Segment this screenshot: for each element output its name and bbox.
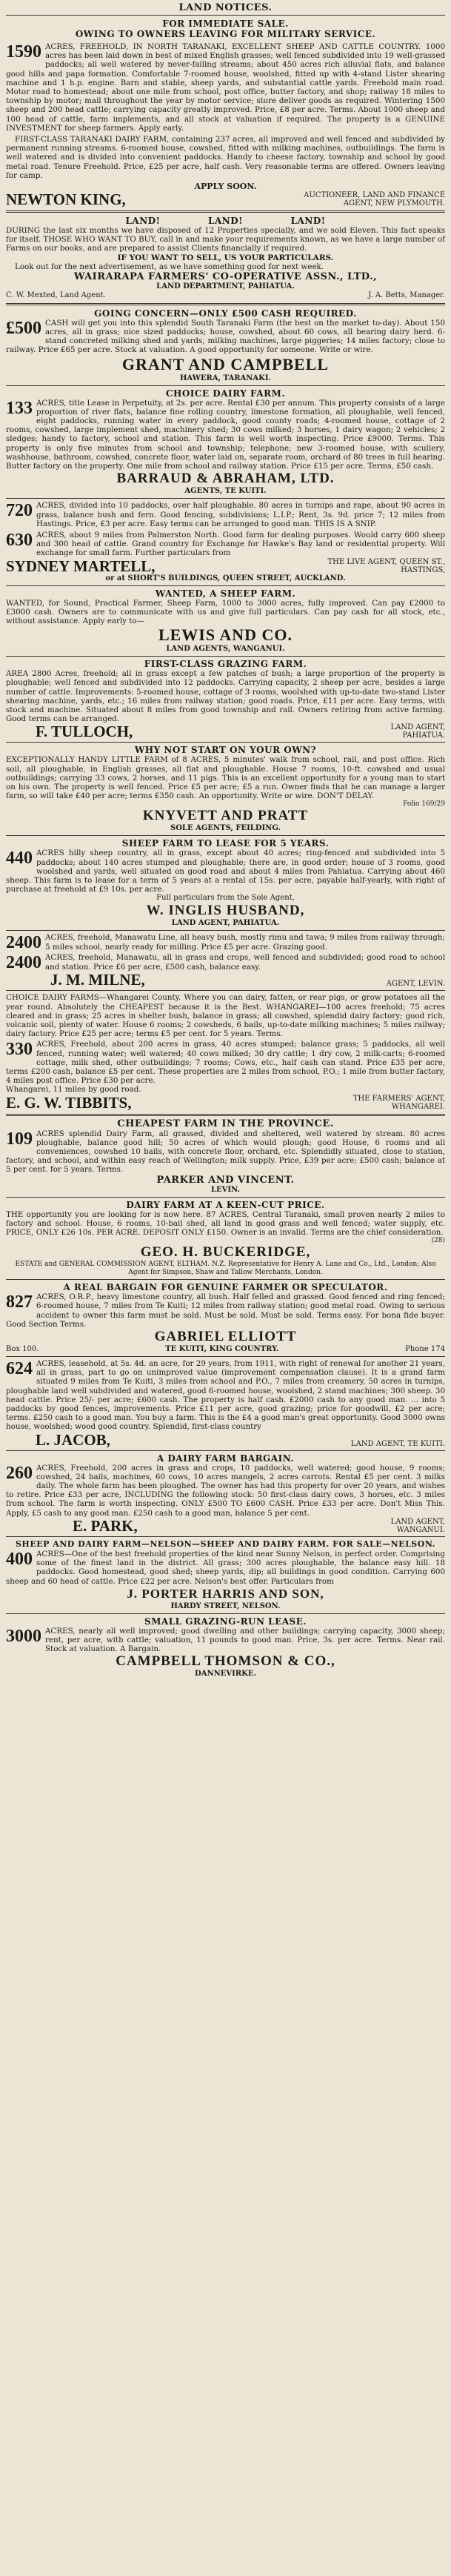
divider: [6, 498, 445, 499]
ad-heading: WANTED, A SHEEP FARM.: [155, 588, 296, 599]
ad-lead-number: 260: [6, 1463, 33, 1483]
ad-body: ACRES, FREEHOLD, IN NORTH TARANAKI, EXCELLENT SHEEP AND CATTLE COUNTRY. 1000 acres has been laid down in best of mixed English grasses; well fenced subdivided into 19 well-grassed paddocks; all well watered by never-failing streams; about 450 acres rich alluvial flats, and balance good hills and papa formation. Comfortable 7-roomed house, woolshed, fitted up with 4-stand Lister shearing machine and 1 h.p. engine. Barn and stable, sheep yards, and substantial cattle yards. Freehold main road. Motor road to homestead; about one mile from school, post office, butter factory, and shop; railway 18 miles to township by motor; mail throughout the year by motor service; store deliver goods as required. Wintering 1500 sheep and 200 head cattle; carrying capacity greatly improved. Price, £8 per acre. Terms. About 1000 sheep and 100 head of cattle, farm implements, and all stock at valuation if required. The property is a GENUINE INVESTMENT for sheep farmers. Apply early.: [6, 42, 445, 133]
firm-row: [6, 723, 445, 740]
divider: [6, 990, 445, 991]
firm-agents: SOLE AGENTS, FEILDING.: [170, 824, 281, 833]
ad-newton-king: [6, 191, 445, 208]
firm-agents: AGENTS, TE KUITI.: [184, 487, 267, 496]
firm-address: THE LIVE AGENT, QUEEN ST., HASTINGS,: [327, 557, 445, 574]
ad-lead-number: 827: [6, 1292, 33, 1312]
ad-heading: DAIRY FARM AT A KEEN-CUT PRICE.: [126, 1199, 325, 1210]
divider: [6, 1114, 445, 1116]
firm-name: PARKER AND VINCENT.: [156, 1174, 295, 1186]
ad-body: ACRES, nearly all well improved; good dwelling and other buildings; carrying capacity, 3000 sheep; rent, per acre, with cattle; valuation, 11 pounds to good man. Price, 3s. per acre. Terms. Near rail. Stock at valuation. A Bargain.: [45, 1626, 445, 1654]
ad-sydney-martell: [6, 501, 445, 582]
firm-name: J. PORTER HARRIS AND SON,: [127, 1586, 324, 1601]
ad-body: WANTED, for Sound, Practical Farmer, Sheep Farm, 1000 to 3000 acres, fully improved. Can pay £2000 to £3000 cash. Owners are to communicate with us and give full particulars. Can pay cash for all stock, etc., without assistance. Apply early to—: [6, 598, 445, 625]
ad-body: CHOICE DAIRY FARMS—Whangarei County. Where you can dairy, fatten, or rear pigs, or grow potatoes all the year round. Absolutely the CHEAPEST because it is the Best. WHANGAREI—100 acres freehold; 75 acres cleared and in grass; 25 acres in shelter bush, balance in grass; all cowshed, splendid dairy factory; good rich, volcanic soil, plenty of water. House 6 rooms; 2 cowsheds, 6 bails, up-to-date milking machines; 5 miles railway; dairy factory. Price £25 per acre; terms £5 per cent. for 5 years. Terms.: [6, 993, 445, 1039]
firm-agents: HARDY STREET, NELSON.: [170, 1601, 281, 1610]
ad-buckeridge: [6, 1200, 445, 1278]
ad-heading: WHY NOT START ON YOUR OWN?: [134, 745, 317, 756]
ad-jacob: [6, 1359, 445, 1448]
firm-agents: LAND AGENTS, WANGANUI.: [166, 645, 285, 654]
section-subheading: OWING TO OWNERS LEAVING FOR MILITARY SERVICE.: [75, 29, 376, 39]
firm-name: F. TULLOCH,: [36, 723, 133, 741]
firm-agents: THE FARMERS' AGENT, WHANGAREI.: [353, 1094, 445, 1111]
ad-lead-number: 133: [6, 398, 33, 418]
divider: [6, 1450, 445, 1451]
firm-name: GEO. H. BUCKERIDGE,: [140, 1244, 311, 1261]
ad-extra-line: Whangarei, 11 miles by good road.: [6, 1085, 141, 1095]
divider: [6, 585, 445, 586]
ad-body: CASH will get you into this splendid South Taranaki Farm (the best on the market to-day). About 150 acres, all in grass; nice sized paddocks; house, cowshed, about 60 cows, all bearing dairy herd. 6-stand concreted milking shed and yards, milking machines, large piggeries; 14 miles factory; close to railway. Price £65 per acre. Stock at valuation. A good opportunity for someone. Write or wire.: [6, 318, 445, 355]
firm-agents: LAND AGENT, WANGANUI.: [390, 1517, 445, 1534]
ad-body: THE opportunity you are looking for is now here. 87 ACRES, Central Taranaki, small proven nearly 2 miles to factory and school. House, 6 rooms, 10-bail shed, all land in good grass and well fenced; water supply, etc. PRICE, ONLY £26 10s. PER ACRE. DEPOSIT ONLY £150. Owner is an invalid. Terms are the chief consideration.: [6, 1209, 445, 1238]
ad-body-second: ACRES, freehold, Manawatu, all in grass and crops, well fenced and subdivided; good road to school and station. Price £6 per acre, £500 cash, balance easy.: [45, 953, 445, 972]
divider: [6, 1613, 445, 1614]
firm-name: E. PARK,: [73, 1516, 138, 1535]
divider: [6, 1356, 445, 1357]
ad-lead-number: 630: [6, 530, 33, 550]
ad-body: ACRES, freehold, Manawatu Line, all heavy bush, mostly rimu and tawa; 9 miles from railway through; 5 miles school, nearly ready for milling. Price £5 per acre. Grazing good.: [45, 933, 445, 952]
ad-heading: FIRST-CLASS GRAZING FARM.: [144, 659, 307, 670]
ad-campbell-thomson: [6, 1616, 445, 1679]
firm-row: [6, 1518, 445, 1534]
ad-barraud-abraham: [6, 388, 445, 497]
signatory-right: J. A. Betts, Manager.: [368, 291, 445, 299]
ad-lead-number: 440: [6, 849, 33, 869]
ad-heading: SHEEP AND DAIRY FARM—NELSON—SHEEP AND DAIRY FARM. FOR SALE—NELSON.: [15, 1538, 436, 1549]
ad-subline: Full particulars from the Sole Agent,: [156, 894, 295, 903]
ad-lead-number: 330: [6, 1040, 33, 1060]
firm-name: GRANT AND CAMPBELL: [121, 354, 330, 374]
ad-body: AREA 2800 Acres, freehold; all in grass except a few patches of bush; a large proportion of the property is ploughable; well fenced and subdivided into 12 paddocks. Carrying capacity, 2 sheep per acre, besides a large number of cattle. Improvements: 5-roomed house, cottage of 3 rooms, woolshed with up-to-date two-stand Lister shearing machine, yards, etc.; 16 miles from railway station; good roads. Price, £11 per acre. Easy terms, with stock and machine. Situated about 8 miles from good township and rail. Owners retiring from active farming. Good terms can be arranged.: [6, 669, 445, 724]
divider: [6, 835, 445, 836]
ad-body: ACRES, divided into 10 paddocks, over half ploughable. 80 acres in turnips and rape, about 90 acres in grass, balance bush and fern. Good fencing, subdivisions; L.I.P.; Rent, 3s. 9d. price 7; 12 miles from Hastings. Price, £3 per acre. Easy terms can be arranged to good man. THIS IS A SNIP.: [36, 501, 445, 528]
divider: [6, 656, 445, 657]
phone-number: Phone 174: [405, 1345, 445, 1354]
ad-tibbits: [6, 993, 445, 1110]
divider: [6, 210, 445, 213]
firm-address: AUCTIONEER, LAND AND FINANCE AGENT, NEW PLYMOUTH.: [304, 191, 445, 208]
ad-wairarapa: [6, 216, 445, 300]
firm-name: CAMPBELL THOMSON & CO.,: [116, 1653, 335, 1670]
ad-heading: GOING CONCERN—ONLY £500 CASH REQUIRED.: [94, 308, 357, 319]
ad-lead-number: 720: [6, 501, 33, 521]
firm-row: [6, 972, 445, 988]
ad-body-second: ACRES, Freehold, about 200 acres in grass, 40 acres stumped; balance grass; 5 paddocks, all well fenced, running water; well watered; 40 cows milked; 30 dry cattle; 1 dry cow, 2 milk-carts; 6-roomed cottage, milk shed, other outbuildings; 7 rooms; Cows, etc., half cash can stand. Price £35 per acre, terms £200 cash, balance £5 per cent. These properties are 2 miles from school, P.O.; 1 mile from butter factory, 4 miles post office. Price £30 per acre.: [6, 1040, 445, 1086]
firm-agents: DANNEVIRKE.: [195, 1670, 256, 1679]
ad-heading: CHEAPEST FARM IN THE PROVINCE.: [117, 1118, 334, 1129]
apply-line: APPLY SOON.: [194, 182, 257, 192]
ad-gabriel-elliott: [6, 1282, 445, 1354]
page-title: LAND NOTICES.: [6, 3, 445, 16]
ad-lead-number: 109: [6, 1129, 33, 1149]
ad-parker-vincent: [6, 1119, 445, 1195]
ad-tulloch: [6, 659, 445, 740]
ad-lead-number: 2400: [6, 933, 41, 953]
section-heading: FOR IMMEDIATE SALE.: [162, 19, 289, 29]
divider: [6, 930, 445, 931]
ad-body: ACRES, O.R.P., heavy limestone country, all bush. Half felled and grassed. Good fenced and ring fenced; 6-roomed house, 7 miles from Te Kuiti; 12 miles from railway station; good metal road. Owing to serious accident to owner this farm must be sold. Must be sold. Must be sold. Terms easy. For bona fide buyer. Good Section Terms.: [6, 1292, 445, 1329]
divider: [6, 385, 445, 386]
ad-lead-number: 3000: [6, 1626, 41, 1646]
firm-name: WAIRARAPA FARMERS' CO-OPERATIVE ASSN., LTD.,: [73, 270, 378, 282]
signatories: [6, 291, 445, 300]
firm-name: E. G. W. TIBBITS,: [6, 1093, 132, 1112]
ad-body: ACRES splendid Dairy Farm, all grassed, divided and sheltered, well watered by stream. 80 acres ploughable, balance good hill; 50 acres of which would plough; good House, 6 rooms and all conveniences, cowshed 10 bails, with concrete floor, orchard, etc. Splendidly situated, close to station, factory, and school, and within easy reach of Wellington; milk supply. Price, £39 per acre; £500 cash; balance at 5 per cent. for 5 years. Terms.: [6, 1129, 445, 1175]
box-number: Box 100.: [6, 1345, 39, 1354]
ad-park: [6, 1453, 445, 1534]
firm-name: SYDNEY MARTELL,: [6, 557, 156, 575]
divider: [6, 1536, 445, 1537]
ad-body: DURING the last six months we have disposed of 12 Properties specially, and we sold Eleven. This fact speaks for itself. THOSE WHO WANT TO BUY, call in and make your requirements known, as we have a large number of Farms on our books, and are prepared to assist Clients financially if required.: [6, 226, 445, 253]
ad-body: ACRES, Freehold, 200 acres in grass and crops, 10 paddocks, well watered; good house, 9 rooms; cowshed, 24 bails, machines, 60 cows, 10 acres mangels, 2 acres carrots. Rental £5 per cent. 3 milks daily. The whole farm has been ploughed. The owner has had this property for over 20 years, and wishes to retire. Price £33 per acre, INCLUDING the following stock: 50 first-class dairy cows, 3 horses, etc. 3 miles from school. The farm is worth inspecting. ONLY £500 TO £600 CASH. Price £33 per acre. Don't Miss This. Apply, £5 cash to any good man. £250 cash to a good man, balance 5 per cent.: [6, 1463, 445, 1518]
firm-department: LAND DEPARTMENT, PAHIATUA.: [156, 282, 295, 291]
ad-heading: CHOICE DAIRY FARM.: [165, 388, 286, 399]
firm-name: BARRAUD & ABRAHAM, LTD.: [116, 471, 335, 487]
ad-body-second: ACRES, about 9 miles from Palmerston North. Good farm for dealing purposes. Would carry 600 sheep and 300 head of cattle. Grand country for Exchange for Hawke's Bay land or residential property. Will exchange for small farm. Further particulars from: [36, 530, 445, 558]
divider: [6, 303, 445, 305]
ad-milne: [6, 933, 445, 988]
ad-lead-number: 2400: [6, 953, 41, 973]
ad-grant-campbell: [6, 308, 445, 383]
signatory-left: C. W. Mexted, Land Agent.: [6, 291, 106, 299]
firm-row: [6, 558, 445, 574]
ad-knyvett-pratt: [6, 745, 445, 833]
firm-agents: LAND AGENT, TE KUITI.: [350, 1439, 445, 1448]
firm-agents: LAND AGENT, PAHIATUA.: [390, 723, 445, 740]
ad-heading: LAND! LAND! LAND!: [125, 216, 326, 227]
firm-name: LEWIS AND CO.: [158, 625, 293, 645]
divider: [6, 1279, 445, 1280]
firm-description: ESTATE and GENERAL COMMISSION AGENT, ELTHAM. N.Z. Representative for Henry A. Lane and Co., Ltd., London; Also Agent for Simpson, Shaw and Tallow Merchants, London.: [15, 1261, 436, 1277]
ad-body: ACRES—One of the best freehold properties of the kind near Sunny Nelson, in perfect order. Comprising some of the finest land in the district. All grass; 300 acres ploughable, the balance easy hill. 18 paddocks. Good homestead, good shed; sheep yards, dip; all buildings in good condition. Carrying 600 sheep and 60 head of cattle. Price £22 per acre. Nelson's best offer. Particulars from: [6, 1549, 445, 1586]
firm-agents: LEVIN.: [210, 1185, 241, 1194]
ad-heading: SHEEP FARM TO LEASE FOR 5 YEARS.: [121, 838, 330, 849]
ad-lewis-co: [6, 588, 445, 654]
firm-name: L. JACOB,: [36, 1430, 110, 1449]
firm-name: J. M. MILNE,: [50, 971, 145, 989]
firm-agents: LAND AGENT, PAHIATUA.: [171, 919, 280, 928]
firm-name: W. INGLIS HUSBAND,: [146, 903, 305, 919]
firm-row: [6, 1095, 445, 1111]
ad-body-second: Look out for the next advertisement, as we have something good for next week.: [15, 262, 324, 271]
ad-porter-harris: [6, 1539, 445, 1611]
firm-name: KNYVETT AND PRATT: [142, 808, 309, 824]
firm-town: HAWERA, TARANAKI.: [179, 374, 272, 382]
folio-number: Folio 169/29: [403, 800, 445, 809]
ad-body: ACRES, title Lease in Perpetuity, at 2s. per acre. Rental £30 per annum. This property consists of a large proportion of river flats, balance fine rolling country, limestone formation, all ploughable, well fenced, eight paddocks, running water in every paddock, good county roads; 4-roomed house, cottage of 2 rooms, cowshed, large implement shed, machinery shed; 30 cows milked; 3 horses, 1 dairy wagon; 2 vehicles; 2 sledges; handy to factory, school and station. This farm is well worth inspecting. Price £9000. Terms. This property is only five minutes from school and township; telephone; new 3-roomed house, with scullery, washhouse, bathroom, cowshed, concrete floor, water laid on, separate room, orchard of 80 trees in full bearing. Butter factory on the property. One mile from school and railway station. Price £15 per acre. Terms, £50 cash.: [6, 398, 445, 471]
firm-row: [6, 1432, 445, 1448]
ad-body: EXCEPTIONALLY HANDY LITTLE FARM of 8 ACRES, 5 minutes' walk from school, rail, and post office. Rich soil, all ploughable, in English grasses, all flat and ploughable. House 7 rooms, 10-ft. cowshed and usual outbuildings; carrying 33 cows, 2 horses, and 11 pigs. This is an excellent opportunity for a young man to start on his own. The property is well fenced. Price £5 per acre; £5 a run. Owner finds that he can manage a larger farm, so will take £40 per acre; terms £350 cash. An opportunity. Write or wire. DON'T DELAY.: [6, 755, 445, 801]
ad-heading: A REAL BARGAIN FOR GENUINE FARMER OR SPECULATOR.: [63, 1282, 388, 1293]
firm-agents: AGENT, LEVIN.: [386, 980, 445, 989]
firm-name: NEWTON KING,: [6, 190, 126, 209]
firm-name: GABRIEL ELLIOTT: [154, 1329, 297, 1345]
ad-lead-number: 400: [6, 1549, 33, 1569]
ad-body: ACRES hilly sheep country, all in grass, except about 40 acres; ring-fenced and subdivided into 5 paddocks; about 140 acres stumped and ploughable; there are, in good order; house of 3 rooms, good woolshed and yards, well situated on good road and about 4 miles from Pahiatua. Carrying about 460 sheep. This farm is to lease for a term of 5 years at a rental of 15s. per acre, payable half-yearly, with right of purchase at freehold at £9 10s. per acre.: [6, 849, 445, 894]
ad-body-second: FIRST-CLASS TARANAKI DAIRY FARM, containing 237 acres, all improved and well fenced and subdivided by permanent running streams. 6-roomed house, cowshed, fitted with milking machines, outbuildings. The farm is well watered and is divided into convenient paddocks. Handy to cheese factory, township and school by good metal road. Tenure Freehold. Price, £25 per acre, half cash. Very reasonable terms are offered. Owners leaving for camp.: [6, 135, 445, 180]
firm-agents: TE KUITI, KING COUNTRY.: [165, 1345, 279, 1354]
ad-body: ACRES, leasehold, at 5s. 4d. an acre, for 29 years, from 1911, with right of renewal for another 21 years, all in grass, part to go on unimproved value (improvement compensation clause). It is a grand farm situated 9 miles from Te Kuiti, 3 miles from school and P.O., 7 miles from creamery, 50 acres in turnips, ploughable land well subdivided and watered, good 6-roomed house, woolshed, 2 stand machines; 300 sheep. 30 head cattle. Price 25/- per acre; £600 cash. The property is half cash. £2000 cash to any good man. ... into 5 paddocks by good fences, improvements. Price £11 per acre, good grazing; price for goodwill, £2 per acre; terms. £250 cash to a good man. You buy a farm. This is the £4 a good man's great opportunity. Good 3000 owns house, woolshed; wood good country. Splendid, first-class country: [6, 1359, 445, 1432]
ad-lead-number: £500: [6, 318, 41, 338]
contact-row: [6, 1345, 445, 1354]
ad-heading: A DAIRY FARM BARGAIN.: [156, 1453, 295, 1464]
firm-branch: or at SHORT'S BUILDINGS, QUEEN STREET, AUCKLAND.: [105, 574, 346, 582]
ad-lead-number: 1590: [6, 42, 41, 62]
ad-slogan: IF YOU WANT TO SELL, US YOUR PARTICULARS.: [117, 253, 334, 262]
divider: [6, 1197, 445, 1198]
ad-inglis-husband: [6, 838, 445, 928]
divider: [6, 742, 445, 743]
ad-north-taranaki: [6, 42, 445, 191]
ad-heading: SMALL GRAZING-RUN LEASE.: [144, 1616, 307, 1627]
folio-number: (28): [431, 1237, 445, 1245]
ad-lead-number: 624: [6, 1359, 33, 1379]
